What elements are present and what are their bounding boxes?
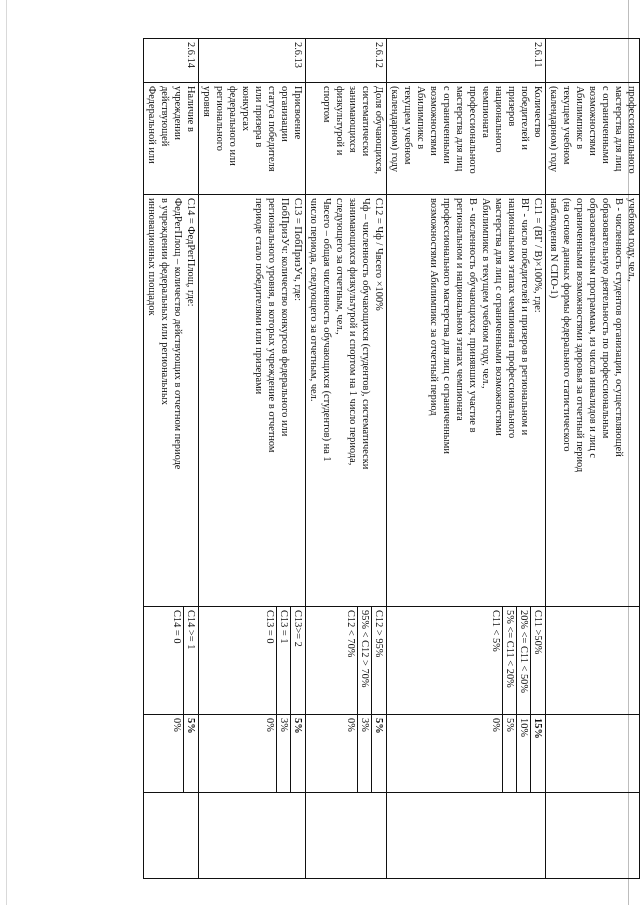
points-cell: 5% 3% 0% bbox=[199, 715, 306, 793]
indicator-cell: Количество победителей и призеров национального чемпионата профессионального мастерства для лиц с ограниченными возможностями Абилимпикс в текущем учебном (календарном) году bbox=[387, 83, 546, 195]
extra-cell bbox=[306, 793, 387, 879]
method-cell: учебном году, чел., В - численность студентов организации, осуществляющей образовательную деятельность по профессиональным образовательным программам, из числа инвалидов и лиц с ограниченными возможностями здоровья за отчетный период (на основе данных формы федерального статистического наблюдения N СПО-1) bbox=[546, 195, 640, 607]
criteria-cell: С14 >= 1 С14 = 0 bbox=[144, 607, 199, 715]
method-cell: С14 = ФедРегПлощ, где: ФедРегПлощ – количество действующих в отчетном периоде в учреждении федеральных или региональных инновационных площадок bbox=[144, 195, 199, 607]
table-row bbox=[199, 39, 306, 879]
row-number bbox=[546, 39, 640, 83]
criteria-cell: С12 > 95% 95% < С12 > 70% С12 < 70% bbox=[306, 607, 387, 715]
table-row bbox=[306, 39, 387, 879]
points-cell bbox=[546, 715, 640, 793]
table-row bbox=[546, 39, 640, 879]
page-edge-left bbox=[6, 0, 7, 905]
indicator-cell: Доля обучающихся, систематически занимающихся физкультурой и спортом bbox=[306, 83, 387, 195]
method-cell: С12 = Чф / Чвсего ×100% Чф – численность обучающихся (студентов), систематически занимающихся физкультурой и спортом на 1 число периода, следующего за отчетным, чел., Чвсего – общая численность обучающихся (студентов) на 1 число периода, следующего за отчетным, чел. bbox=[306, 195, 387, 607]
extra-cell bbox=[387, 793, 546, 879]
criteria-cell: С13>= 2 С13 = 1 С13 = 0 bbox=[199, 607, 306, 715]
row-number: 2.6.12 bbox=[306, 39, 387, 83]
indicator-cell: профессионального мастерства для лиц с ограниченными возможностями Абилимпикс в текущем учебном (календарном) году bbox=[546, 83, 640, 195]
points-cell: 5% 0% bbox=[144, 715, 199, 793]
row-number: 2.6.11 bbox=[387, 39, 546, 83]
table-row bbox=[144, 39, 199, 879]
points-cell: 15% 10% 5% 0% bbox=[387, 715, 546, 793]
extra-cell bbox=[144, 793, 199, 879]
method-cell: С13 = ПобПризУч, где: ПобПризУч: количество конкурсов федерального или регионального уровня, в которых учреждение в отчетном периоде стало победителями или призерами bbox=[199, 195, 306, 607]
indicator-cell: Наличие в учреждении действующей Федеральной или bbox=[144, 83, 199, 195]
indicator-cell: Присвоение организации статуса победителя или призера в конкурсах федерального или регионального уровня bbox=[199, 83, 306, 195]
rotated-document-page bbox=[28, 38, 640, 878]
points-cell: 5% 3% 0% bbox=[306, 715, 387, 793]
criteria-table bbox=[143, 38, 640, 879]
table-row bbox=[387, 39, 546, 879]
method-cell: С11 = (ВГ / В)×100%, где: ВГ - число победителей и призеров в региональном и национальном этапах чемпионата профессионального мастерства для лиц с ограниченными возможностями Абилимпикс в текущем учебном году, чел., В - численность обучающихся, принявших участие в региональном и национальном этапах чемпионата профессионального мастерства для лиц с ограниченными возможностями Абилимпикс за отчетный период bbox=[387, 195, 546, 607]
row-number: 2.6.13 bbox=[199, 39, 306, 83]
criteria-cell bbox=[546, 607, 640, 715]
row-number: 2.6.14 bbox=[144, 39, 199, 83]
extra-cell bbox=[546, 793, 640, 879]
extra-cell bbox=[199, 793, 306, 879]
criteria-cell: С11 >50% 20% <= С11 < 50% 5% <= С11 < 20% С11 < 5% bbox=[387, 607, 546, 715]
